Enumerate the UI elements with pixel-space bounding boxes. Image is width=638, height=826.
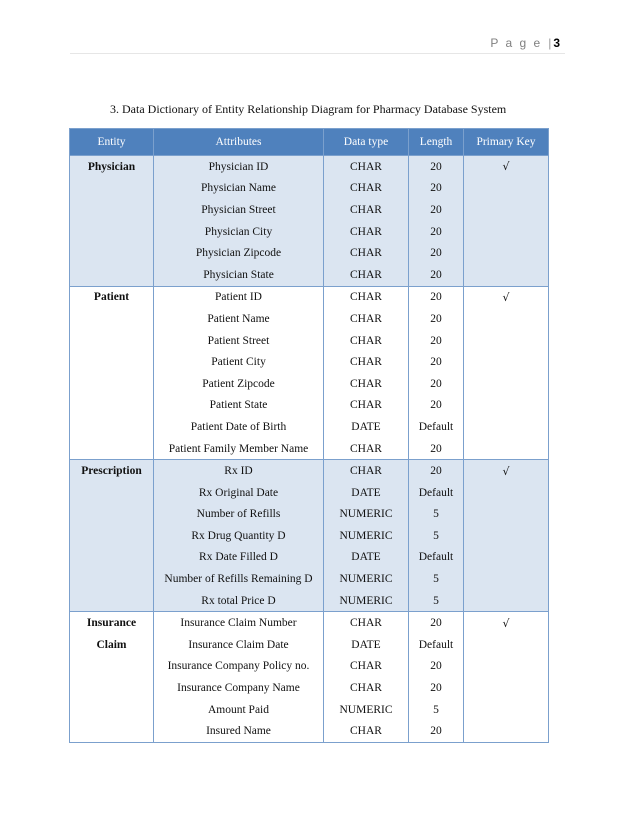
primary-key-cell	[464, 677, 549, 699]
table-row	[70, 373, 549, 395]
data-type-cell: DATE	[324, 547, 409, 569]
primary-key-cell	[464, 720, 549, 742]
column-header-primary-key: Primary Key	[464, 129, 549, 156]
attribute-cell: Physician Zipcode	[154, 242, 324, 264]
primary-key-cell	[464, 634, 549, 656]
data-type-cell: NUMERIC	[324, 525, 409, 547]
primary-key-cell	[464, 547, 549, 569]
data-type-cell: CHAR	[324, 264, 409, 286]
primary-key-cell	[464, 221, 549, 243]
data-type-cell: CHAR	[324, 720, 409, 742]
attribute-cell: Rx total Price D	[154, 590, 324, 612]
data-type-cell: NUMERIC	[324, 504, 409, 526]
length-cell: 20	[409, 308, 464, 330]
entity-cell	[70, 242, 154, 264]
primary-key-cell	[464, 568, 549, 590]
length-cell: 20	[409, 221, 464, 243]
primary-key-cell	[464, 525, 549, 547]
data-type-cell: NUMERIC	[324, 568, 409, 590]
entity-cell	[70, 656, 154, 678]
attribute-cell: Patient Family Member Name	[154, 438, 324, 460]
length-cell: 20	[409, 242, 464, 264]
data-type-cell: CHAR	[324, 677, 409, 699]
length-cell: Default	[409, 482, 464, 504]
attribute-cell: Physician City	[154, 221, 324, 243]
data-type-cell: CHAR	[324, 656, 409, 678]
length-cell: 5	[409, 504, 464, 526]
primary-key-cell	[464, 242, 549, 264]
primary-key-cell	[464, 699, 549, 721]
attribute-cell: Patient State	[154, 395, 324, 417]
entity-cell	[70, 677, 154, 699]
primary-key-cell	[464, 438, 549, 460]
page-label: P a g e	[490, 36, 543, 50]
entity-cell	[70, 221, 154, 243]
column-header-attributes: Attributes	[154, 129, 324, 156]
table-row	[70, 221, 549, 243]
length-cell: 20	[409, 351, 464, 373]
table-row	[70, 156, 549, 178]
data-type-cell: DATE	[324, 482, 409, 504]
attribute-cell: Insurance Claim Date	[154, 634, 324, 656]
data-type-cell: CHAR	[324, 395, 409, 417]
entity-cell	[70, 416, 154, 438]
entity-cell	[70, 699, 154, 721]
length-cell: 20	[409, 677, 464, 699]
entity-cell	[70, 568, 154, 590]
table-row	[70, 656, 549, 678]
entity-cell	[70, 264, 154, 286]
primary-key-cell: √	[464, 286, 549, 308]
length-cell: 20	[409, 330, 464, 352]
data-type-cell: CHAR	[324, 438, 409, 460]
primary-key-cell: √	[464, 612, 549, 634]
entity-cell	[70, 525, 154, 547]
table-row	[70, 178, 549, 200]
data-type-cell: NUMERIC	[324, 699, 409, 721]
data-dictionary-table	[69, 128, 549, 743]
entity-cell	[70, 720, 154, 742]
primary-key-cell	[464, 373, 549, 395]
attribute-cell: Rx ID	[154, 460, 324, 482]
length-cell: 5	[409, 590, 464, 612]
table-row	[70, 242, 549, 264]
attribute-cell: Insured Name	[154, 720, 324, 742]
table-row	[70, 330, 549, 352]
table-row	[70, 482, 549, 504]
entity-cell: Physician	[70, 156, 154, 178]
entity-cell: Prescription	[70, 460, 154, 482]
attribute-cell: Physician State	[154, 264, 324, 286]
attribute-cell: Patient Name	[154, 308, 324, 330]
length-cell: Default	[409, 547, 464, 569]
attribute-cell: Rx Original Date	[154, 482, 324, 504]
entity-cell	[70, 482, 154, 504]
length-cell: 5	[409, 568, 464, 590]
data-type-cell: CHAR	[324, 242, 409, 264]
header-row	[70, 129, 549, 156]
column-header-length: Length	[409, 129, 464, 156]
length-cell: 20	[409, 612, 464, 634]
table-body	[70, 156, 549, 743]
data-type-cell: NUMERIC	[324, 590, 409, 612]
attribute-cell: Insurance Company Policy no.	[154, 656, 324, 678]
attribute-cell: Amount Paid	[154, 699, 324, 721]
length-cell: 20	[409, 460, 464, 482]
attribute-cell: Physician ID	[154, 156, 324, 178]
table-row	[70, 634, 549, 656]
length-cell: 20	[409, 199, 464, 221]
table-row	[70, 199, 549, 221]
attribute-cell: Rx Date Filled D	[154, 547, 324, 569]
entity-cell: Patient	[70, 286, 154, 308]
length-cell: 20	[409, 286, 464, 308]
data-type-cell: CHAR	[324, 286, 409, 308]
primary-key-cell: √	[464, 156, 549, 178]
length-cell: 20	[409, 373, 464, 395]
table-row	[70, 416, 549, 438]
length-cell: 20	[409, 178, 464, 200]
data-type-cell: CHAR	[324, 308, 409, 330]
primary-key-cell	[464, 395, 549, 417]
primary-key-cell	[464, 504, 549, 526]
page-number: 3	[553, 36, 560, 50]
primary-key-cell	[464, 178, 549, 200]
length-cell: 20	[409, 156, 464, 178]
length-cell: Default	[409, 416, 464, 438]
data-type-cell: CHAR	[324, 351, 409, 373]
page-header	[490, 36, 560, 50]
entity-cell	[70, 395, 154, 417]
attribute-cell: Patient Date of Birth	[154, 416, 324, 438]
table-row	[70, 525, 549, 547]
column-header-entity: Entity	[70, 129, 154, 156]
attribute-cell: Insurance Claim Number	[154, 612, 324, 634]
primary-key-cell	[464, 351, 549, 373]
primary-key-cell	[464, 308, 549, 330]
entity-cell	[70, 547, 154, 569]
page-separator: |	[548, 36, 552, 50]
length-cell: 20	[409, 438, 464, 460]
attribute-cell: Patient Street	[154, 330, 324, 352]
length-cell: 20	[409, 395, 464, 417]
attribute-cell: Number of Refills Remaining D	[154, 568, 324, 590]
length-cell: 5	[409, 699, 464, 721]
entity-cell	[70, 199, 154, 221]
entity-cell	[70, 504, 154, 526]
primary-key-cell	[464, 199, 549, 221]
attribute-cell: Physician Name	[154, 178, 324, 200]
data-type-cell: DATE	[324, 416, 409, 438]
data-type-cell: DATE	[324, 634, 409, 656]
attribute-cell: Patient Zipcode	[154, 373, 324, 395]
table-row	[70, 612, 549, 634]
table-row	[70, 699, 549, 721]
primary-key-cell	[464, 482, 549, 504]
table-header	[70, 129, 549, 156]
attribute-cell: Physician Street	[154, 199, 324, 221]
table-row	[70, 308, 549, 330]
primary-key-cell	[464, 330, 549, 352]
primary-key-cell: √	[464, 460, 549, 482]
table-row	[70, 590, 549, 612]
table-row	[70, 568, 549, 590]
data-type-cell: CHAR	[324, 373, 409, 395]
header-divider	[70, 53, 565, 54]
column-header-data-type: Data type	[324, 129, 409, 156]
attribute-cell: Patient ID	[154, 286, 324, 308]
table-row	[70, 264, 549, 286]
entity-cell	[70, 590, 154, 612]
length-cell: 20	[409, 720, 464, 742]
table-row	[70, 351, 549, 373]
table-row	[70, 547, 549, 569]
entity-cell: Claim	[70, 634, 154, 656]
primary-key-cell	[464, 264, 549, 286]
length-cell: Default	[409, 634, 464, 656]
table-row	[70, 395, 549, 417]
length-cell: 20	[409, 264, 464, 286]
table-row	[70, 720, 549, 742]
entity-cell	[70, 330, 154, 352]
table-row	[70, 677, 549, 699]
entity-cell: Insurance	[70, 612, 154, 634]
data-type-cell: CHAR	[324, 460, 409, 482]
entity-cell	[70, 351, 154, 373]
attribute-cell: Insurance Company Name	[154, 677, 324, 699]
length-cell: 5	[409, 525, 464, 547]
table-row	[70, 286, 549, 308]
entity-cell	[70, 438, 154, 460]
entity-cell	[70, 178, 154, 200]
entity-cell	[70, 373, 154, 395]
table-row	[70, 504, 549, 526]
primary-key-cell	[464, 416, 549, 438]
data-type-cell: CHAR	[324, 178, 409, 200]
data-type-cell: CHAR	[324, 330, 409, 352]
primary-key-cell	[464, 656, 549, 678]
section-heading: 3. Data Dictionary of Entity Relationship Diagram for Pharmacy Database System	[110, 102, 507, 116]
primary-key-cell	[464, 590, 549, 612]
table-row	[70, 438, 549, 460]
data-type-cell: CHAR	[324, 612, 409, 634]
data-type-cell: CHAR	[324, 221, 409, 243]
entity-cell	[70, 308, 154, 330]
data-type-cell: CHAR	[324, 156, 409, 178]
attribute-cell: Rx Drug Quantity D	[154, 525, 324, 547]
attribute-cell: Patient City	[154, 351, 324, 373]
data-type-cell: CHAR	[324, 199, 409, 221]
table-row	[70, 460, 549, 482]
attribute-cell: Number of Refills	[154, 504, 324, 526]
length-cell: 20	[409, 656, 464, 678]
